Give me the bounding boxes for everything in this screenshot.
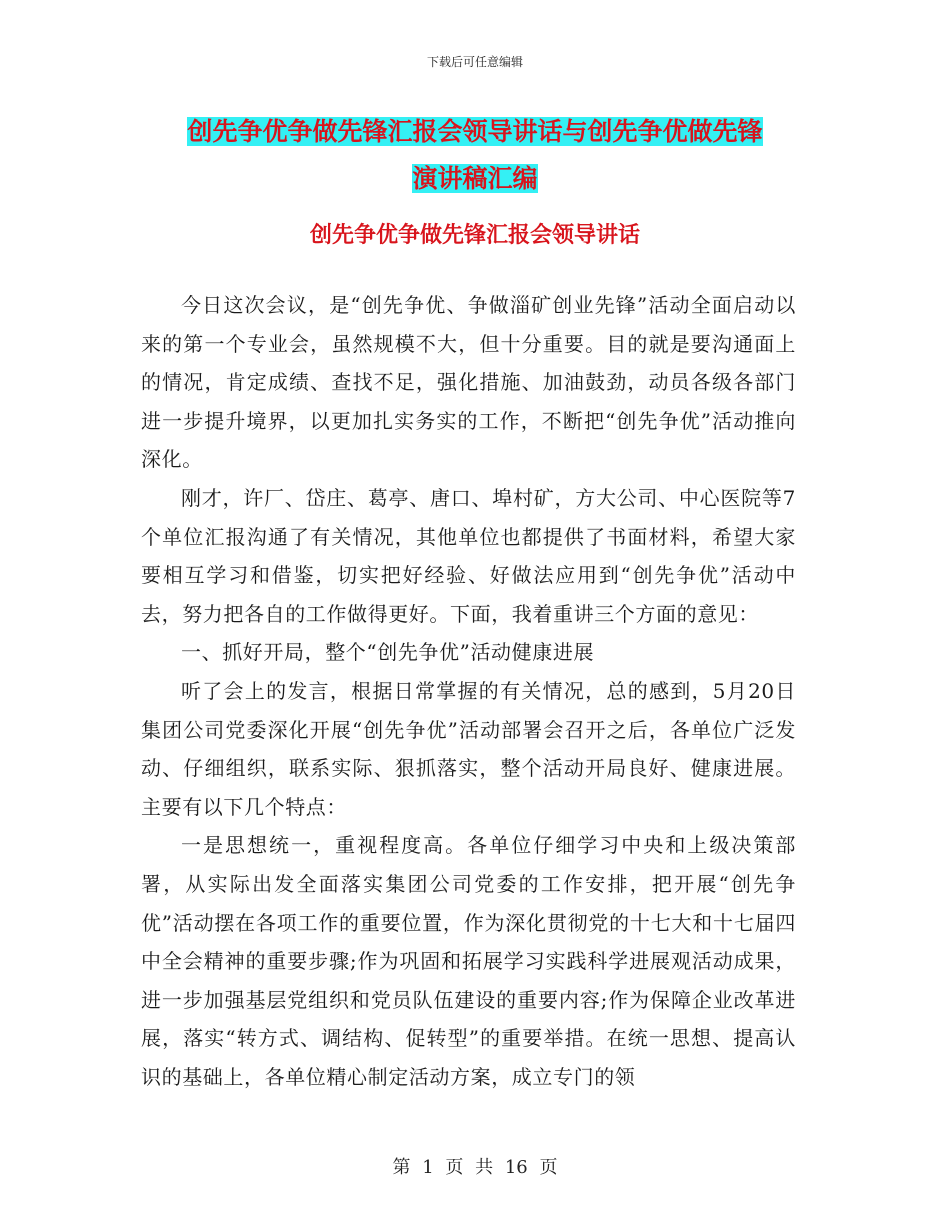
paragraph: 一是思想统一，重视程度高。各单位仔细学习中央和上级决策部署，从实际出发全面落实集团公司党委的工作安排，把开展“创先争优”活动摆在各项工作的重要位置，作为深化贯彻党的十七大和十七届四中全会精神的重要步骤;作为巩固和拓展学习实践科学进展观活动成果，进一步加强基层党组织和党员队伍建设的重要内容;作为保障企业改革进展，落实“转方式、调结构、促转型”的重要举措。在统一思想、提高认识的基础上，各单位精心制定活动方案，成立专门的领	[141, 833, 796, 1089]
document-title	[140, 108, 810, 202]
paragraph: 刚才，许厂、岱庄、葛亭、唐口、埠村矿，方大公司、中心医院等7个单位汇报沟通了有关情况，其他单位也都提供了书面材料，希望大家要相互学习和借鉴，切实把好经验、好做法应用到“创先争优”活动中去，努力把各自的工作做得更好。下面，我着重讲三个方面的意见：	[141, 485, 796, 626]
document-title-line-2: 演讲稿汇编	[412, 164, 538, 193]
document-title-line-1: 创先争优争做先锋汇报会领导讲话与创先争优做先锋	[187, 117, 763, 146]
section-title: 创先争优争做先锋汇报会领导讲话	[309, 223, 640, 248]
header-note: 下载后可任意编辑	[426, 55, 523, 69]
page-footer: 第 1 页 共 16 页	[392, 1157, 558, 1178]
paragraph: 听了会上的发言，根据日常掌握的有关情况，总的感到，5月20日集团公司党委深化开展“创先争优”活动部署会召开之后，各单位广泛发动、仔细组织，联系实际、狠抓落实，整个活动开局良好、健康进展。主要有以下几个特点：	[141, 678, 796, 819]
paragraph: 今日这次会议，是“创先争优、争做淄矿创业先锋”活动全面启动以来的第一个专业会，虽然规模不大，但十分重要。目的就是要沟通面上的情况，肯定成绩、查找不足，强化措施、加油鼓劲，动员各级各部门进一步提升境界，以更加扎实务实的工作，不断把“创先争优”活动推向深化。	[141, 293, 796, 472]
paragraph-heading: 一、抓好开局，整个“创先争优”活动健康进展	[181, 640, 595, 665]
body-text	[141, 286, 796, 1096]
